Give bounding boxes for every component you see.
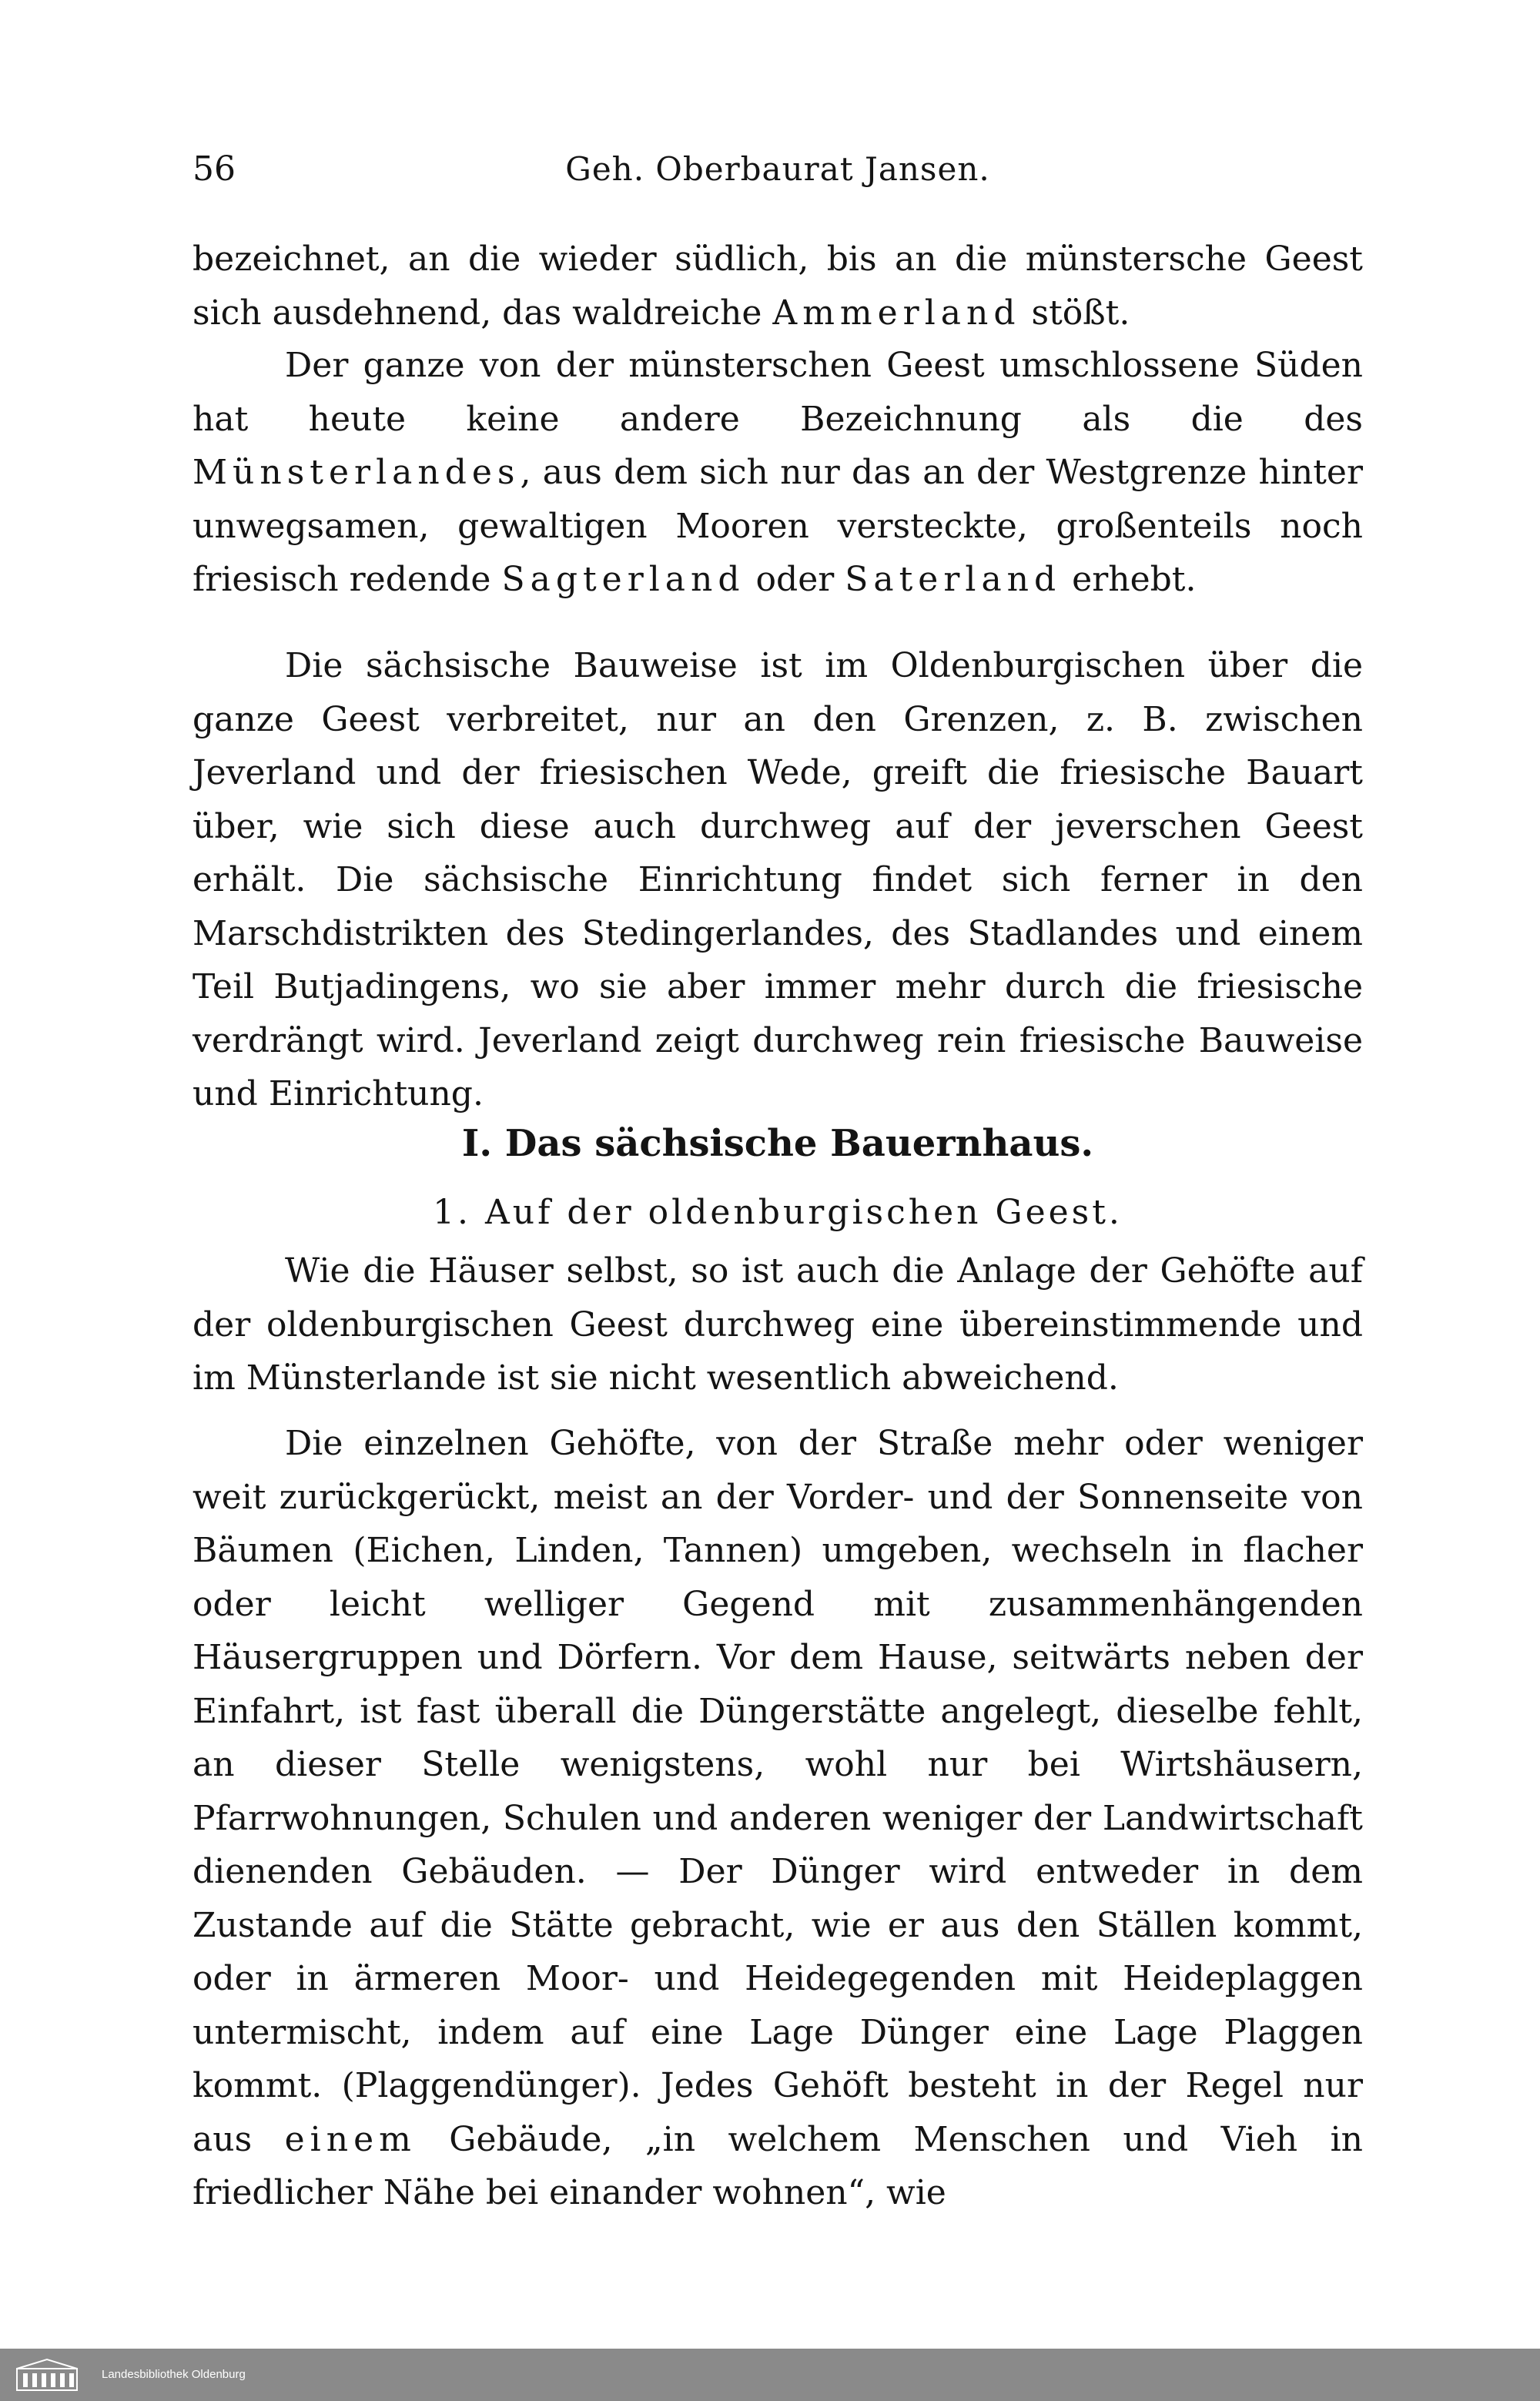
paragraph-4-text: Wie die Häuser selbst, so ist auch die Anlage der Gehöfte auf der oldenburgischen Geest durchweg eine übereinstimmende und im Münsterlande ist sie nicht wesentlich abweichend. [192, 1251, 1363, 1398]
library-name: Landesbibliothek Oldenburg [102, 2368, 246, 2381]
paragraph-2-text-a: Der ganze von der münsterschen Geest umschlossene Süden hat heute keine andere Bezeichnung als die des [192, 346, 1363, 439]
page-number: 56 [192, 149, 236, 189]
running-head: Geh. Oberbaurat Jansen. [565, 150, 990, 188]
library-building-icon [15, 2358, 79, 2392]
paragraph-1-spaced-ammerland: Ammerland [772, 293, 1021, 333]
paragraph-4 [192, 1244, 1363, 1405]
paragraph-2-spaced-muensterlandes: Münsterlandes [192, 453, 521, 492]
paragraph-2-spaced-saterland: Saterland [845, 560, 1062, 599]
section-title: I. Das sächsische Bauernhaus. [461, 1122, 1094, 1165]
paragraph-5 [192, 1417, 1363, 2220]
paragraph-3-text: Die sächsische Bauweise ist im Oldenburgischen über die ganze Geest verbreitet, nur an den Grenzen, z. B. zwischen Jeverland und der friesischen Wede, greift die friesische Bauart über, wie sich diese auch durchweg auf der jeverschen Geest erhält. Die sächsische Einrichtung findet sich ferner in den Marschdistrikten des Stedingerlandes, des Stadlandes und einem Teil Butjadingens, wo sie aber immer mehr durch die friesische verdrängt wird. Jeverland zeigt durchweg rein friesische Bauweise und Einrichtung. [192, 646, 1363, 1113]
paragraph-2-text-g: erhebt. [1061, 560, 1197, 599]
paragraph-1 [192, 233, 1363, 340]
paragraph-2-text-e: oder [745, 560, 845, 599]
subsection-title: 1. Auf der oldenburgischen Geest. [433, 1193, 1123, 1232]
paragraph-1-text-a: bezeichnet, an die wieder südlich, bis an die münstersche Geest sich ausdehnend, das waldreiche [192, 239, 1363, 333]
library-footer-bar [0, 2349, 1540, 2401]
paragraph-5-text-c: Gebäude, „in welchem Menschen und Vieh in friedlicher Nähe bei einander wohnen“, wie [192, 2119, 1364, 2212]
page-header [192, 146, 1363, 200]
paragraph-2-text-c: , aus dem sich nur das an der Westgrenze hinter unwegsamen, gewaltigen Mooren versteckte, großenteils noch friesisch redende [192, 453, 1363, 599]
paragraph-5-text-a: Die einzelnen Gehöfte, von der Straße mehr oder weniger weit zurückgerückt, meist an der Vorder- und der Sonnenseite von Bäumen (Eichen, Linden, Tannen) umgeben, wechseln in flacher oder leicht welliger Gegend mit zusammenhängenden Häusergruppen und Dörfern. Vor dem Hause, seitwärts neben der Einfahrt, ist fast überall die Düngerstätte angelegt, dieselbe fehlt, an dieser Stelle wenigstens, wohl nur bei Wirtshäusern, Pfarrwohnungen, Schulen und anderen weniger der Landwirtschaft dienenden Gebäuden. — Der Dünger wird entweder in dem Zustande auf die Stätte gebracht, wie er aus den Ställen kommt, oder in ärmeren Moor- und Heidegegenden mit Heideplaggen untermischt, indem auf eine Lage Dünger eine Lage Plaggen kommt. (Plaggendünger). Jedes Gehöft besteht in der Regel nur aus [192, 1424, 1363, 2159]
paragraph-5-spaced-einem: einem [284, 2119, 417, 2159]
paragraph-3 [192, 639, 1363, 1121]
paragraph-1-text-c: stößt. [1020, 293, 1130, 333]
paragraph-2 [192, 339, 1363, 607]
paragraph-2-spaced-sagterland: Sagterland [501, 560, 745, 599]
